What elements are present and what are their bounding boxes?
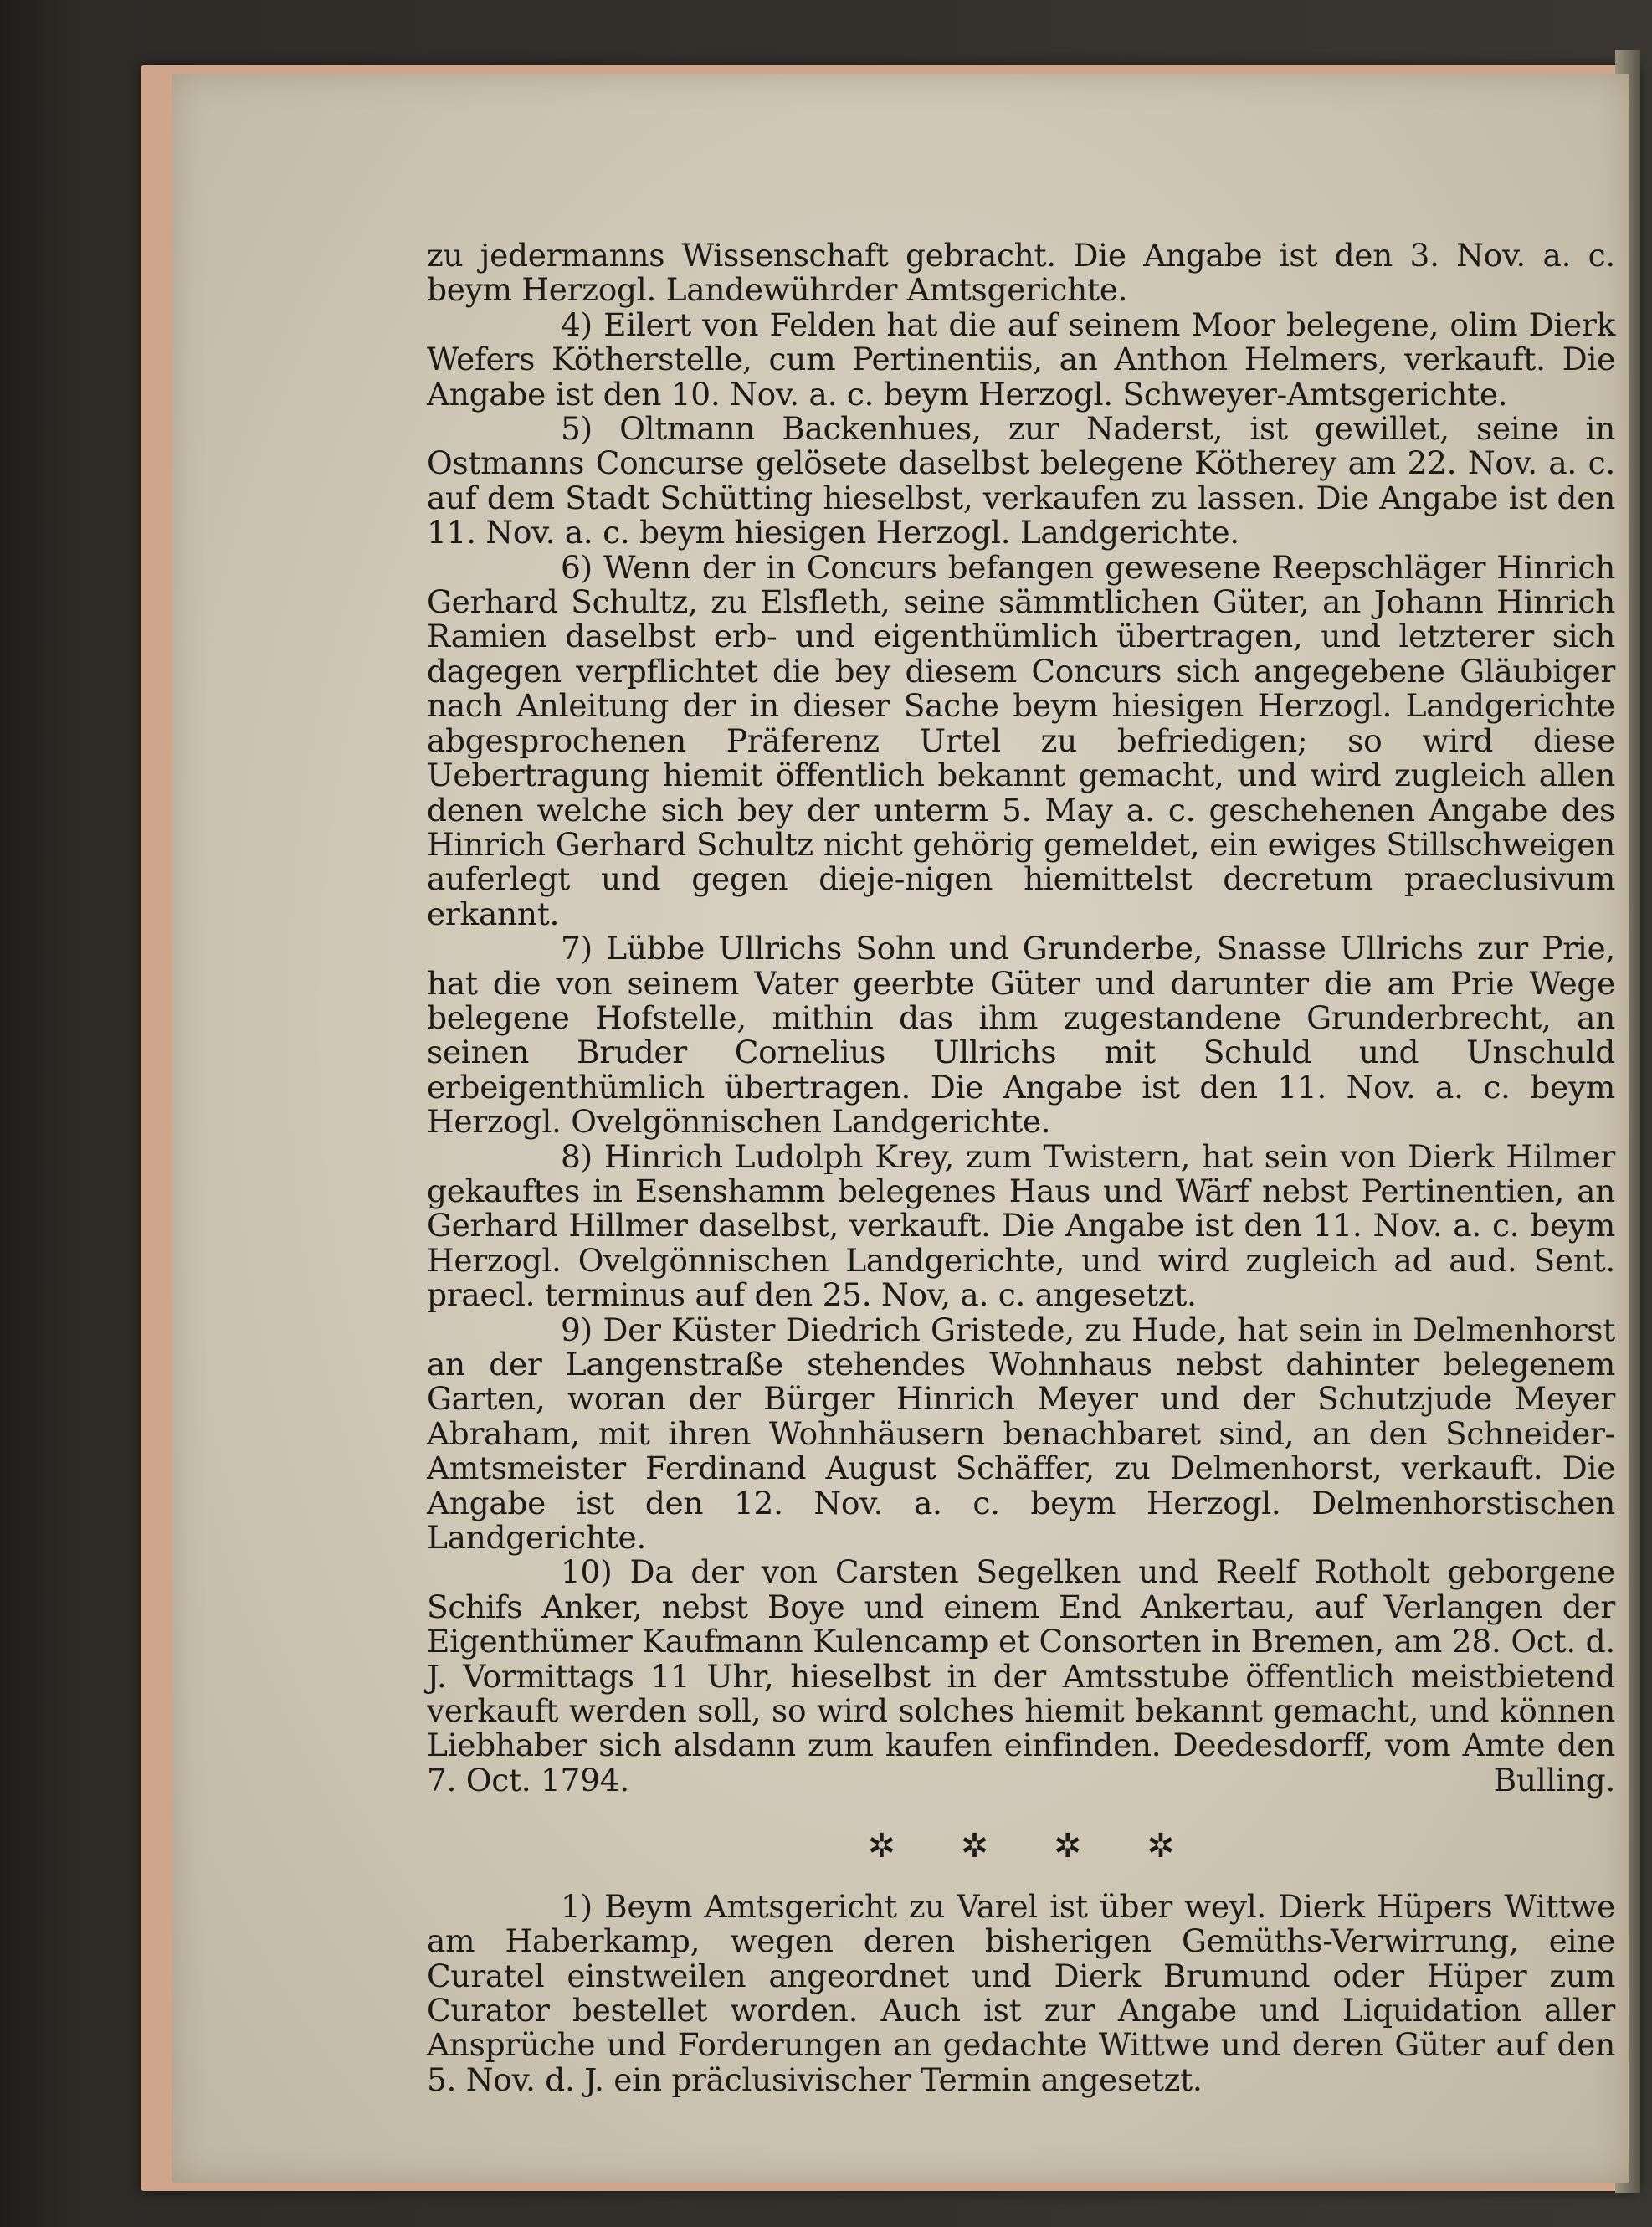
ornament-icon: ✲: [1054, 1827, 1082, 1866]
paragraph-4: 4) Eilert von Felden hat die auf seinem Moor belegene, olim Dierk Wefers Kötherstelle, cum Pertinentiis, an Anthon Helmers, verkauft. Die Angabe ist den 10. Nov. a. c. beym Herzogl. Schweyer-Amtsgerichte.: [427, 305, 1615, 413]
page-text: [427, 239, 1615, 2097]
paragraph-8: 8) Hinrich Ludolph Krey, zum Twistern, hat sein von Dierk Hilmer gekauftes in Esenshamm belegenes Haus und Wärf nebst Pertinentien, an Gerhard Hillmer daselbst, verkauft. Die Angabe ist den 11. Nov. a. c. beym Herzogl. Ovelgönnischen Landgerichte, und wird zugleich ad aud. Sent. praecl. terminus auf den 25. Nov, a. c. angesetzt.: [427, 1137, 1615, 1314]
ornament-icon: ✲: [867, 1827, 895, 1866]
paragraph-7: 7) Lübbe Ullrichs Sohn und Grunderbe, Snasse Ullrichs zur Prie, hat die von seinem Vater geerbte Güter und darunter die am Prie Wege belegene Hofstelle, mithin das ihm zugestandene Grunderbrecht, an seinen Bruder Cornelius Ullrichs mit Schuld und Unschuld erbeigenthümlich übertragen. Die Angabe ist den 11. Nov. a. c. beym Herzogl. Ovelgönnischen Landgerichte.: [427, 930, 1615, 1141]
ornament-icon: ✲: [960, 1827, 988, 1866]
paragraph-10: [427, 1555, 1615, 1798]
paragraph-varel: 1) Beym Amtsgericht zu Varel ist über weyl. Dierk Hüpers Wittwe am Haberkamp, wegen deren bisherigen Gemüths-Verwirrung, eine Curatel einstweilen angeordnet und Dierk Brumund oder Hüper zum Curator bestellet worden. Auch ist zur Angabe und Liquidation aller Ansprüche und Forderungen an gedachte Wittwe und deren Güter auf den 5. Nov. d. J. ein präclusivischer Termin angesetzt.: [427, 1887, 1615, 2098]
paragraph-10-block: [427, 1555, 1615, 1798]
paragraph-9: 9) Der Küster Diedrich Gristede, zu Hude, hat sein in Delmenhorst an der Langenstraße stehendes Wohnhaus nebst dahinter belegenem Garten, woran der Bürger Hinrich Meyer und der Schutzjude Meyer Abraham, mit ihren Wohnhäusern benachbaret sind, an den Schneider-Amtsmeister Ferdinand August Schäffer, zu Delmenhorst, verkauft. Die Angabe ist den 12. Nov. a. c. beym Herzogl. Delmenhorstischen Landgerichte.: [427, 1311, 1615, 1557]
paragraph-continuation: zu jedermanns Wissenschaft gebracht. Die Angabe ist den 3. Nov. a. c. beym Herzogl. Landewührder Amtsgerichte.: [427, 237, 1615, 309]
paragraph-5: 5) Oltmann Backenhues, zur Naderst, ist gewillet, seine in Ostmanns Concurse gelösete daselbst belegene Kötherey am 22. Nov. a. c. auf dem Stadt Schütting hieselbst, verkaufen zu lassen. Die Angabe ist den 11. Nov. a. c. beym hiesigen Herzogl. Landgerichte.: [427, 410, 1615, 552]
paragraph-6: 6) Wenn der in Concurs befangen gewesene Reepschläger Hinrich Gerhard Schultz, zu Elsfleth, seine sämmtlichen Güter, an Johann Hinrich Ramien daselbst erb- und eigenthümlich übertragen, und letzterer sich dagegen verpflichtet die bey diesem Concurs sich angegebene Gläubiger nach Anleitung der in dieser Sache beym hiesigen Herzogl. Landgerichte abgesprochenen Präferenz Urtel zu befriedigen; so wird diese Uebertragung hiemit öffentlich bekannt gemacht, und wird zugleich allen denen welche sich bey der unterm 5. May a. c. geschehenen Angabe des Hinrich Gerhard Schultz nicht gehörig gemeldet, ein ewiges Stillschweigen auferlegt und gegen dieje-nigen hiemittelst decretum praeclusivum erkannt.: [427, 548, 1615, 932]
paragraph-10-text: 10) Da der von Carsten Segelken und Reelf Rotholt geborgene Schifs Anker, nebst Boye und einem End Ankertau, auf Verlangen der Eigenthümer Kaufmann Kulencamp et Consorten in Bremen, am 28. Oct. d. J. Vormittags 11 Uhr, hieselbst in der Amtsstube öffentlich meistbietend verkauft werden soll, so wird solches hiemit bekannt gemacht, und können Liebhaber sich alsdann zum kaufen einfinden. Deedesdorff, vom Amte den 7. Oct. 1794.: [427, 1553, 1615, 1799]
signature: Bulling.: [1493, 1761, 1615, 1799]
ornament-icon: ✲: [1147, 1827, 1175, 1866]
section-divider: [427, 1829, 1615, 1864]
